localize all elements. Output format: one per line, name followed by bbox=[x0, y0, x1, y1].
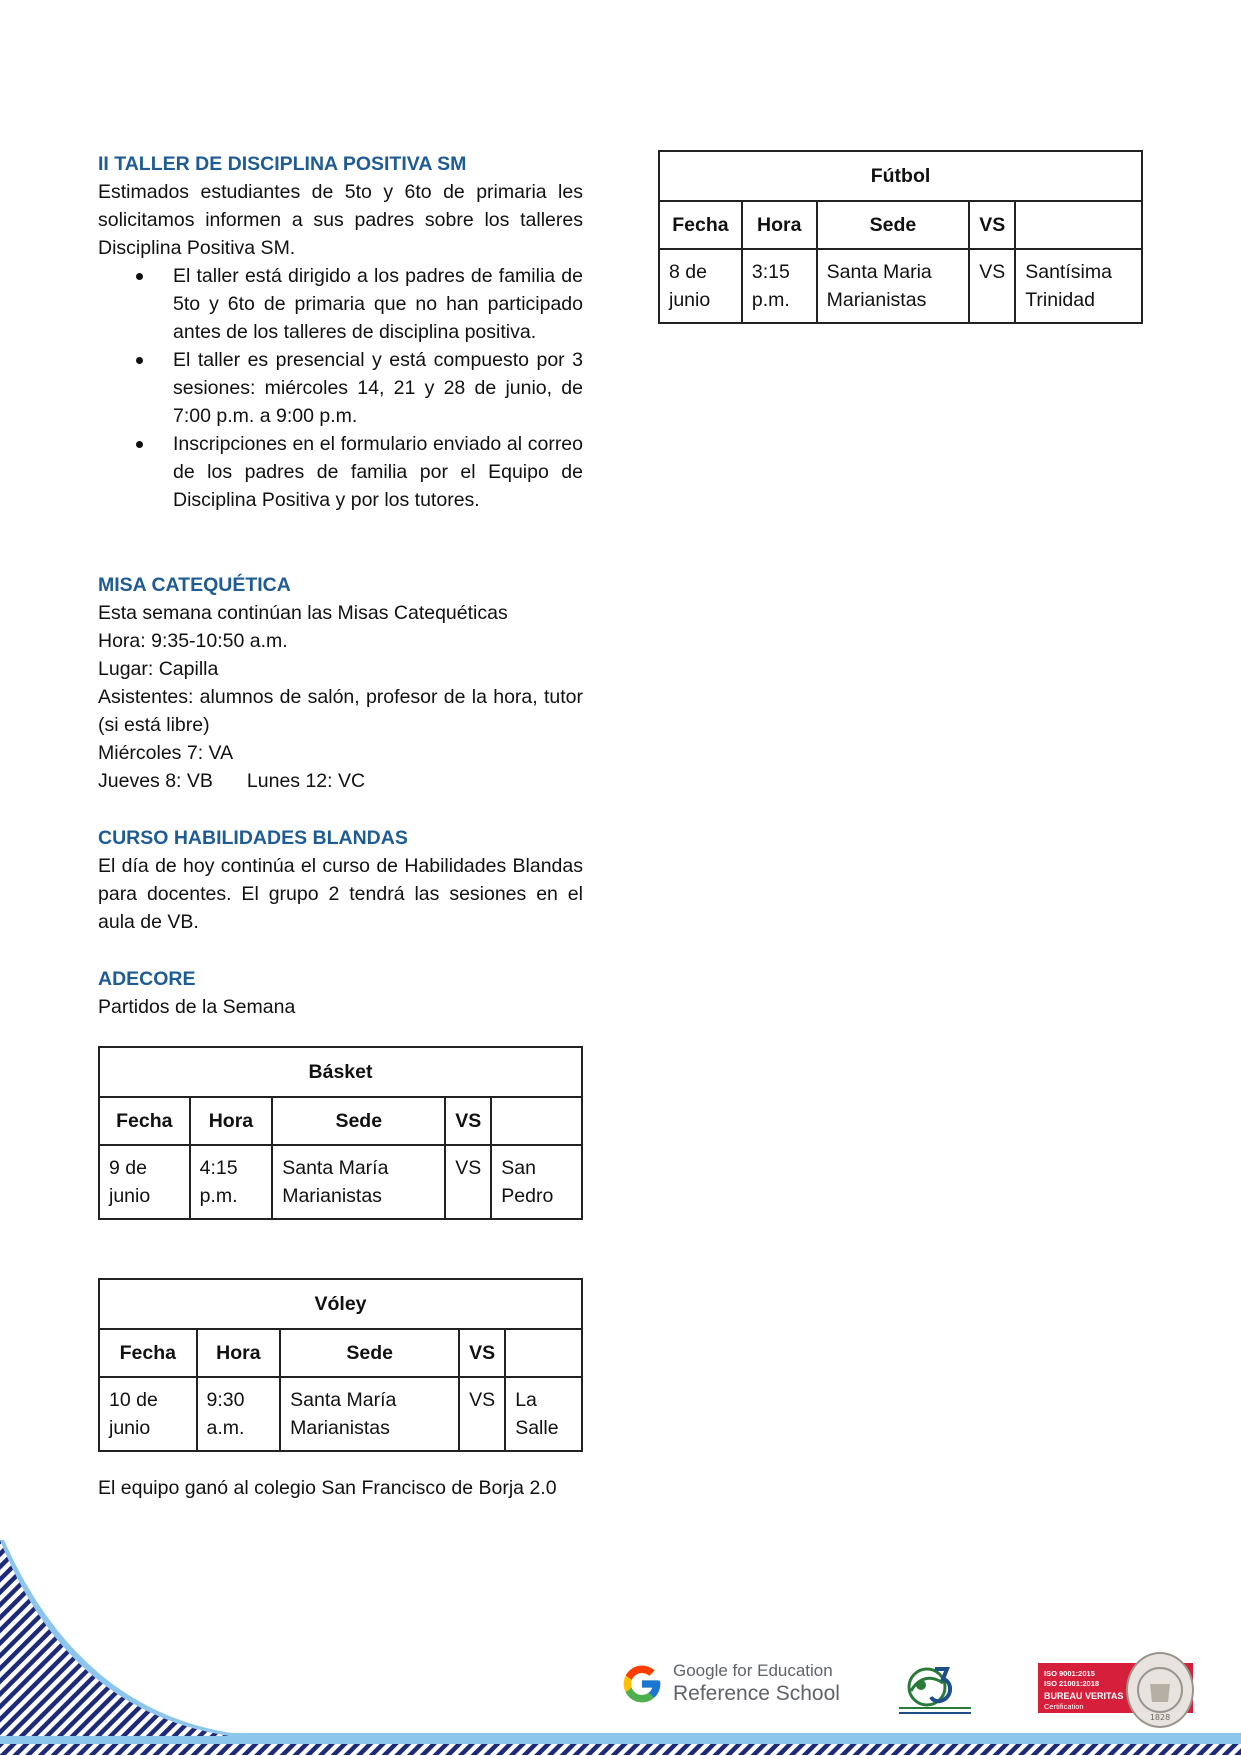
misa-lugar: Lugar: Capilla bbox=[98, 658, 219, 680]
table-cell: Santa María Marianistas bbox=[280, 1377, 459, 1451]
footer-logos bbox=[0, 1650, 1241, 1730]
table-caption-row bbox=[659, 151, 1142, 201]
table-cell: Santísima Trinidad bbox=[1015, 249, 1142, 323]
reference-school-label: Reference School bbox=[673, 1682, 840, 1705]
voley-table bbox=[98, 1278, 583, 1452]
curso-text: El día de hoy continúa el curso de Habilidades Blandas para docentes. El grupo 2 tendrá las sesiones en el aula de VB. bbox=[98, 855, 583, 933]
column-header bbox=[491, 1097, 582, 1145]
adecore-subtitle: Partidos de la Semana bbox=[98, 996, 296, 1018]
iso-21001-label: ISO 21001:2018 bbox=[1044, 1679, 1100, 1688]
table-caption-row bbox=[99, 1047, 582, 1097]
column-header: VS bbox=[459, 1329, 505, 1377]
column-header bbox=[1015, 201, 1142, 249]
column-header: Hora bbox=[742, 201, 817, 249]
table-cell: 10 de junio bbox=[99, 1377, 197, 1451]
column-header: Fecha bbox=[99, 1329, 197, 1377]
misa-hora: Hora: 9:35-10:50 a.m. bbox=[98, 630, 288, 652]
column-header: Hora bbox=[190, 1097, 273, 1145]
bullet-icon bbox=[136, 441, 143, 448]
adecore-title: ADECORE bbox=[98, 968, 196, 990]
table-row bbox=[99, 1377, 582, 1451]
taller-title: II TALLER DE DISCIPLINA POSITIVA SM bbox=[98, 153, 467, 175]
seal-year: 1828 bbox=[1149, 1713, 1171, 1722]
table-cell: 4:15 p.m. bbox=[190, 1145, 273, 1219]
table-caption-row bbox=[99, 1279, 582, 1329]
pacto-educativo-logo-icon bbox=[897, 1657, 973, 1719]
table-header-row bbox=[99, 1329, 582, 1377]
right-column bbox=[658, 150, 1143, 324]
certification-label: Certification bbox=[1044, 1702, 1084, 1711]
table-header-row bbox=[659, 201, 1142, 249]
table-caption: Fútbol bbox=[659, 151, 1142, 201]
table-cell: 9:30 a.m. bbox=[197, 1377, 281, 1451]
table-cell: VS bbox=[969, 249, 1015, 323]
table-cell: Santa Maria Marianistas bbox=[817, 249, 970, 323]
table-row bbox=[99, 1145, 582, 1219]
column-header: VS bbox=[445, 1097, 491, 1145]
list-item bbox=[173, 262, 583, 346]
misa-line: Esta semana continúan las Misas Catequéticas bbox=[98, 602, 508, 624]
basket-table bbox=[98, 1046, 583, 1220]
list-item bbox=[173, 430, 583, 514]
adecore-note: El equipo ganó al colegio San Francisco de Borja 2.0 bbox=[98, 1477, 557, 1499]
taller-bullet-list bbox=[98, 262, 583, 514]
table-cell: 3:15 p.m. bbox=[742, 249, 817, 323]
bureau-veritas-seal-icon bbox=[1126, 1652, 1194, 1728]
iso-9001-label: ISO 9001:2015 bbox=[1044, 1669, 1095, 1678]
table-cell: VS bbox=[459, 1377, 505, 1451]
misa-schedule-row bbox=[98, 767, 583, 795]
table-cell: VS bbox=[445, 1145, 491, 1219]
google-for-education-label: Google for Education bbox=[673, 1661, 833, 1680]
column-header: VS bbox=[969, 201, 1015, 249]
bullet-text: Inscripciones en el formulario enviado al correo de los padres de familia por el Equipo de Disciplina Positiva y por los tutores. bbox=[173, 433, 583, 511]
futbol-table bbox=[658, 150, 1143, 324]
column-header: Hora bbox=[197, 1329, 281, 1377]
column-header: Sede bbox=[280, 1329, 459, 1377]
column-header: Fecha bbox=[99, 1097, 190, 1145]
misa-miercoles: Miércoles 7: VA bbox=[98, 742, 234, 764]
curso-title: CURSO HABILIDADES BLANDAS bbox=[98, 827, 408, 849]
table-cell: San Pedro bbox=[491, 1145, 582, 1219]
bullet-text: El taller es presencial y está compuesto por 3 sesiones: miércoles 14, 21 y 28 de junio, de 7:00 p.m. a 9:00 p.m. bbox=[173, 349, 583, 427]
column-header bbox=[505, 1329, 582, 1377]
column-header: Fecha bbox=[659, 201, 742, 249]
bureau-veritas-logo bbox=[1038, 1660, 1193, 1722]
misa-asistentes: Asistentes: alumnos de salón, profesor de la hora, tutor (si está libre) bbox=[98, 686, 583, 736]
list-item bbox=[173, 346, 583, 430]
bullet-text: El taller está dirigido a los padres de familia de 5to y 6to de primaria que no han participado antes de los talleres de disciplina positiva. bbox=[173, 265, 583, 343]
table-cell: 9 de junio bbox=[99, 1145, 190, 1219]
table-cell: 8 de junio bbox=[659, 249, 742, 323]
column-header: Sede bbox=[817, 201, 970, 249]
table-header-row bbox=[99, 1097, 582, 1145]
table-row bbox=[659, 249, 1142, 323]
table-cell: Santa María Marianistas bbox=[272, 1145, 445, 1219]
google-g-icon bbox=[620, 1662, 664, 1706]
column-header: Sede bbox=[272, 1097, 445, 1145]
table-caption: Vóley bbox=[99, 1279, 582, 1329]
misa-lunes: Lunes 12: VC bbox=[246, 770, 366, 792]
bullet-icon bbox=[136, 357, 143, 364]
taller-intro: Estimados estudiantes de 5to y 6to de primaria les solicitamos informen a sus padres sobre los talleres Disciplina Positiva SM. bbox=[98, 181, 583, 259]
misa-title: MISA CATEQUÉTICA bbox=[98, 574, 291, 596]
table-cell: La Salle bbox=[505, 1377, 582, 1451]
misa-jueves: Jueves 8: VB bbox=[98, 770, 213, 792]
table-caption: Básket bbox=[99, 1047, 582, 1097]
left-column bbox=[98, 150, 583, 1502]
bureau-veritas-label: BUREAU VERITAS bbox=[1044, 1691, 1124, 1701]
bullet-icon bbox=[136, 273, 143, 280]
